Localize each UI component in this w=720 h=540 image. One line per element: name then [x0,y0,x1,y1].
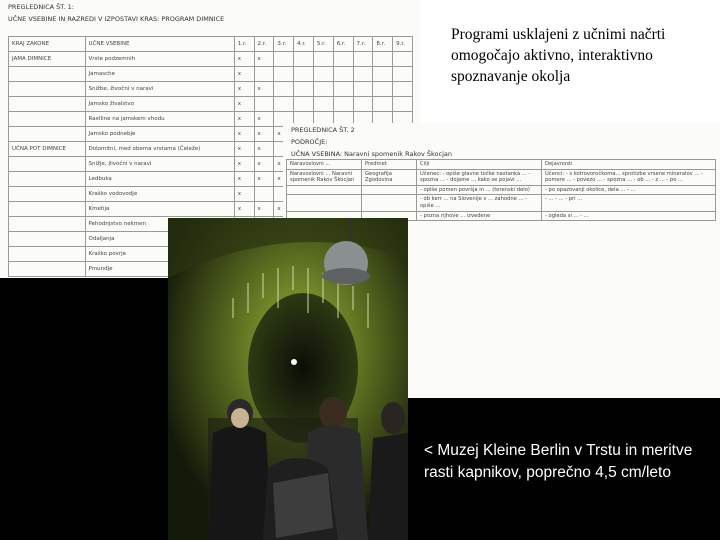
doc1-mark-cell [254,187,274,202]
doc1-mark-cell: x [234,202,254,217]
doc1-mark-cell: x [234,187,254,202]
doc1-mark-cell [373,52,393,67]
doc1-mark-cell: x [274,172,294,187]
doc2-cell: - opiše pomen površja in ... (terenski delo) [417,185,542,195]
doc1-mark-cell [274,52,294,67]
doc1-mark-cell [353,67,373,82]
doc1-col-head: KRAJ ZAKONE [9,37,86,52]
doc1-topic-cell: Jamasche [85,67,234,82]
cave-photo-drawing [168,218,408,540]
doc2-title: PREGLEDNICA ŠT. 2 [291,126,355,134]
doc1-col-head: 4.r. [294,37,314,52]
doc1-mark-cell [294,67,314,82]
doc1-place-cell: UČNA POT DIMNICE [9,142,86,157]
doc1-mark-cell [333,97,353,112]
doc1-mark-cell: x [234,97,254,112]
table-row [9,67,413,82]
doc1-mark-cell [313,97,333,112]
doc1-topic-cell: Pmundje [85,262,234,277]
table-row [9,52,413,67]
doc2-cell: Učenec: - opiše glavne točke nastanka ... - spozna ... - dojame ... kako se pojavi ... [417,169,542,185]
doc1-mark-cell [274,67,294,82]
doc2-col-head: Cilji [417,160,542,170]
doc2-cell: - ogleda si ... - ... [542,211,716,221]
doc1-mark-cell: x [274,127,294,142]
doc1-place-cell: JAMA DIMNICE [9,52,86,67]
doc1-mark-cell: x [254,112,274,127]
doc1-mark-cell [313,82,333,97]
doc1-mark-cell [373,67,393,82]
doc2-line3: UČNA VSEBINA: Naravni spomenik Rakov Škocjan [291,150,452,158]
doc1-mark-cell [393,52,413,67]
doc1-mark-cell [333,82,353,97]
doc1-mark-cell [313,67,333,82]
doc1-col-head: 6.r. [333,37,353,52]
doc1-mark-cell [333,67,353,82]
doc1-place-cell [9,217,86,232]
doc2-cell: - ... - ... - pri ... [542,195,716,211]
doc1-mark-cell: x [234,142,254,157]
table-row [9,82,413,97]
doc1-place-cell [9,232,86,247]
doc2-cell: Geografija Zgodovina [362,169,417,185]
doc1-mark-cell [254,97,274,112]
doc1-place-cell [9,157,86,172]
doc2-cell: - ob kerr ... na Slovenije v ... zahodne ... - opiše ... [417,195,542,211]
doc1-topic-cell: Jamsko podnebje [85,127,234,142]
doc1-topic-cell: Ledbuka [85,172,234,187]
doc1-topic-cell: Pehodnjstvo nekmen [85,217,234,232]
doc1-place-cell [9,82,86,97]
doc1-col-head: 9.r. [393,37,413,52]
doc2-cell: Učenci: - s kotrovoročkoma... sprotizbe vrsene mineralov ... - pomere ... - povezo ... - spozna ... - ob ... - z ... - po ... [542,169,716,185]
doc1-mark-cell [353,97,373,112]
doc2-col-head: Predmet [362,160,417,170]
doc2-cell [362,195,417,211]
doc1-place-cell [9,67,86,82]
doc1-mark-cell: x [234,127,254,142]
doc1-mark-cell [333,52,353,67]
doc1-title: PREGLEDNICA ŠT. 1: [8,3,74,11]
doc1-mark-cell: x [254,157,274,172]
doc2-header-row [287,160,716,170]
doc1-topic-cell: Vrste podzemnih [85,52,234,67]
doc2-subtitle: PODROČJE: [291,138,328,146]
doc1-col-head: 8.r. [373,37,393,52]
doc2-cell: - pozna rijhove ... izvedene [417,211,542,221]
doc1-mark-cell [393,97,413,112]
doc2-cell [287,185,362,195]
doc1-mark-cell [294,52,314,67]
doc2-cell: - po opazovanji okolice, dela ... - ... [542,185,716,195]
doc1-col-head: 2.r. [254,37,274,52]
doc1-mark-cell [294,97,314,112]
doc1-mark-cell [294,82,314,97]
doc1-col-head: 1.r. [234,37,254,52]
table-row [9,97,413,112]
doc1-topic-cell: Odaljanja [85,232,234,247]
doc1-topic-cell: Kmetija [85,202,234,217]
doc1-mark-cell [393,67,413,82]
doc1-mark-cell: x [274,157,294,172]
doc1-place-cell [9,127,86,142]
doc1-col-head: 7.r. [353,37,373,52]
doc1-mark-cell [353,52,373,67]
doc1-mark-cell [313,52,333,67]
doc2-col-head: Naravoslovni ... [287,160,362,170]
doc1-mark-cell [393,82,413,97]
doc1-col-head: UČNE VSEBINE [85,37,234,52]
doc1-place-cell [9,172,86,187]
doc2-cell: Naravoslovni ... Naravni spomenik Rakov Škocjan [287,169,362,185]
doc1-mark-cell: x [234,157,254,172]
doc1-mark-cell [373,82,393,97]
doc2-cell [362,185,417,195]
doc1-topic-cell: Jamsko živalstvo [85,97,234,112]
doc1-mark-cell: x [234,67,254,82]
doc1-place-cell [9,187,86,202]
table-row [287,169,716,185]
doc1-topic-cell: Snižje, živočni v naravi [85,157,234,172]
doc1-topic-cell: Kraško vodovodje [85,187,234,202]
doc1-col-head: 3.r. [274,37,294,52]
doc2-cell [287,195,362,211]
doc1-mark-cell [254,67,274,82]
doc1-mark-cell: x [234,172,254,187]
doc1-place-cell [9,202,86,217]
doc1-mark-cell: x [274,202,294,217]
doc1-mark-cell: x [254,142,274,157]
doc1-mark-cell: x [254,127,274,142]
doc1-mark-cell: x [254,52,274,67]
doc1-col-head: 5.r. [313,37,333,52]
doc1-topic-cell: Rastline na jamskem vhodu [85,112,234,127]
doc1-mark-cell: x [234,52,254,67]
doc1-mark-cell [373,97,393,112]
cave-tunnel-photo [168,218,408,540]
doc1-mark-cell: x [254,202,274,217]
doc1-header-row [9,37,413,52]
doc1-mark-cell: x [234,82,254,97]
doc1-topic-cell: Kraško povrje [85,247,234,262]
doc1-place-cell [9,112,86,127]
doc1-topic-cell: Dolomitni, med obema vrstama (Čeleže) [85,142,234,157]
doc1-mark-cell: x [254,82,274,97]
doc1-topic-cell: Snižbe, živočni v naravi [85,82,234,97]
table-row [287,185,716,195]
doc2-col-head: Dejavnosti [542,160,716,170]
doc1-place-cell [9,247,86,262]
top-caption: Programi usklajeni z učnimi načrti omogočajo aktivno, interaktivno spoznavanje okolja [451,26,666,85]
doc1-mark-cell [274,97,294,112]
doc1-mark-cell: x [234,112,254,127]
doc1-place-cell [9,262,86,277]
doc2-table [286,159,716,221]
doc1-place-cell [9,97,86,112]
doc1-mark-cell: x [254,172,274,187]
table-row [287,195,716,211]
doc1-subtitle: UČNE VSEBINE IN RAZREDI V IZPOSTAVI KRAS: PROGRAM DIMNICE [8,15,225,23]
bottom-caption: < Muzej Kleine Berlin v Trstu in meritve rasti kapnikov, poprečno 4,5 cm/leto [424,442,693,481]
doc1-mark-cell [353,82,373,97]
doc1-mark-cell [274,82,294,97]
